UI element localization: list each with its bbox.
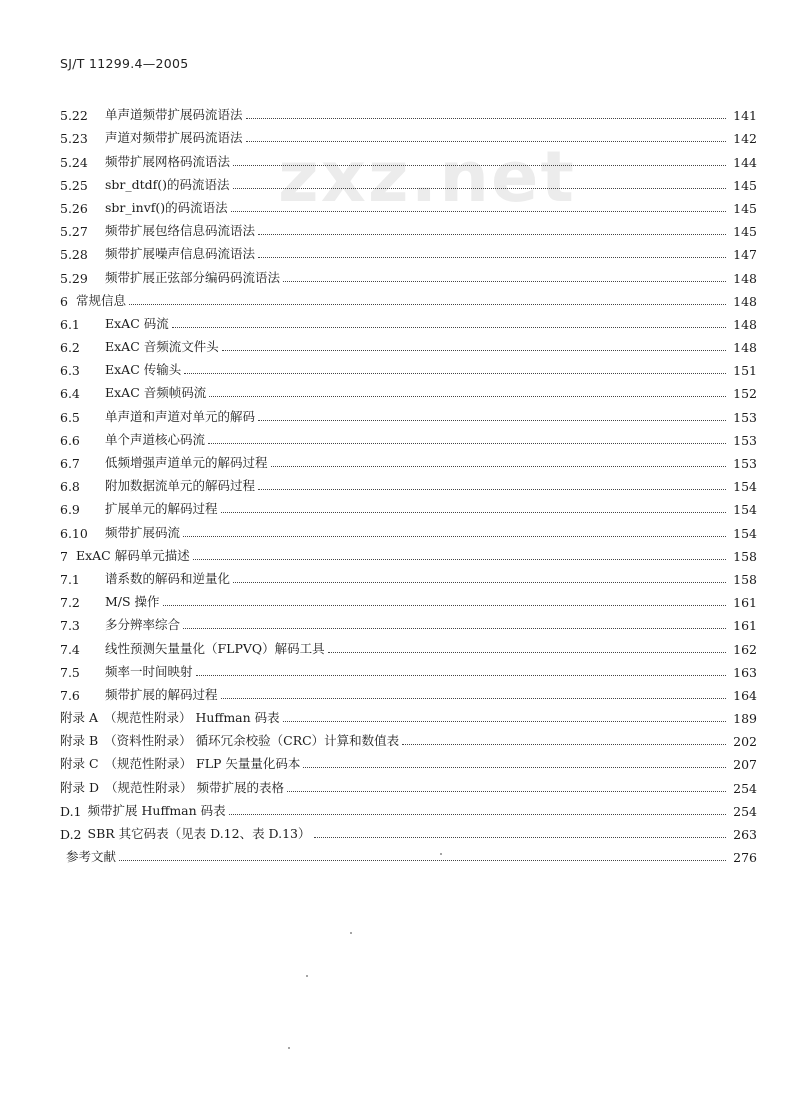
dot-leader xyxy=(328,652,726,653)
toc-entry-number: 6 xyxy=(60,293,68,309)
toc-entry xyxy=(60,216,757,239)
toc-entry-number: 附录 A xyxy=(60,710,99,726)
toc-entry-number: 6.9 xyxy=(60,502,80,518)
scan-speck xyxy=(440,853,442,855)
toc-entry xyxy=(60,100,757,123)
toc-entry xyxy=(60,517,757,540)
toc-entry-number: 7.1 xyxy=(60,571,80,587)
toc-entry-page: 145 xyxy=(733,224,757,240)
toc-entry xyxy=(60,332,757,355)
toc-entry xyxy=(60,309,757,332)
toc-entry-title: 频带扩展正弦部分编码码流语法 xyxy=(105,269,281,285)
dot-leader xyxy=(314,837,726,838)
toc-entry-page: 189 xyxy=(733,711,757,727)
toc-entry-page: 254 xyxy=(733,803,757,819)
toc-entry-number: D.1 xyxy=(60,803,82,819)
toc-entry-title: 频带扩展 Huffman 码表 xyxy=(87,802,226,818)
toc-entry-page: 141 xyxy=(733,108,757,124)
toc-entry-page: 164 xyxy=(733,687,757,703)
toc-entry-title: 多分辨率综合 xyxy=(105,617,181,633)
toc-entry xyxy=(60,564,757,587)
toc-entry-page: 202 xyxy=(733,734,757,750)
dot-leader xyxy=(172,327,726,328)
toc-entry-title: ExAC 音频流文件头 xyxy=(105,339,219,355)
toc-entry-title: 频带扩展包络信息码流语法 xyxy=(105,223,256,239)
toc-entry xyxy=(60,796,757,819)
toc-entry-title: 单声道频带扩展码流语法 xyxy=(105,107,243,123)
dot-leader xyxy=(258,257,726,258)
dot-leader xyxy=(196,675,726,676)
toc-entry-page: 153 xyxy=(733,456,757,471)
dot-leader xyxy=(183,628,726,629)
toc-entry-page: 158 xyxy=(733,548,757,564)
toc-entry-title: ExAC 码流 xyxy=(105,315,169,331)
toc-entry-number: 6.3 xyxy=(60,363,80,379)
toc-entry xyxy=(60,123,757,146)
toc-entry-page: 152 xyxy=(733,386,757,402)
toc-entry-page: 207 xyxy=(733,757,757,773)
toc-entry xyxy=(60,239,757,262)
dot-leader xyxy=(119,860,726,861)
toc-entry xyxy=(60,494,757,517)
toc-entry-title: 附加数据流单元的解码过程 xyxy=(105,478,256,494)
toc-entry-title: 参考文献 xyxy=(66,849,117,865)
dot-leader xyxy=(246,118,726,119)
scan-speck xyxy=(306,975,308,977)
toc-entry xyxy=(60,146,757,169)
toc-entry-title: 频带扩展的解码过程 xyxy=(105,686,218,702)
toc-entry-number: 6.5 xyxy=(60,409,80,425)
dot-leader xyxy=(258,234,726,235)
dot-leader xyxy=(231,211,726,212)
toc-entry-title: 单声道和声道对单元的解码 xyxy=(105,408,256,424)
toc-entry-title: ExAC 音频帧码流 xyxy=(105,385,207,401)
toc-entry-page: 161 xyxy=(733,595,757,611)
toc-entry-number: 附录 B xyxy=(60,733,99,749)
dot-leader xyxy=(208,443,726,444)
toc-entry xyxy=(60,262,757,285)
table-of-contents xyxy=(60,100,757,865)
toc-entry-number: 6.8 xyxy=(60,479,80,495)
toc-entry-page: 154 xyxy=(733,502,757,518)
toc-entry-page: 144 xyxy=(733,154,757,170)
document-header: SJ/T 11299.4—2005 xyxy=(60,56,189,71)
toc-entry-page: 163 xyxy=(733,664,757,680)
toc-entry-number: 5.22 xyxy=(60,108,88,124)
toc-entry-page: 148 xyxy=(733,316,757,332)
scan-speck xyxy=(288,1047,290,1049)
toc-entry-page: 148 xyxy=(733,293,757,309)
dot-leader xyxy=(258,489,726,490)
toc-entry xyxy=(60,772,757,795)
toc-entry-page: 161 xyxy=(733,618,757,634)
toc-entry xyxy=(60,587,757,610)
toc-entry-number: 5.24 xyxy=(60,154,88,170)
toc-entry-number: 7.3 xyxy=(60,618,80,634)
toc-entry-title: 常规信息 xyxy=(75,292,126,308)
toc-entry-number: 6.2 xyxy=(60,340,80,356)
toc-entry-number: 6.6 xyxy=(60,432,80,448)
toc-entry-title: 频率一时间映射 xyxy=(105,663,193,679)
dot-leader xyxy=(193,559,726,560)
toc-entry-page: 153 xyxy=(733,432,757,448)
toc-entry-page: 148 xyxy=(733,340,757,356)
toc-entry-title: ExAC 解码单元描述 xyxy=(75,547,190,563)
toc-entry-title: 声道对频带扩展码流语法 xyxy=(105,130,243,146)
toc-entry xyxy=(60,471,757,494)
toc-entry-page: 153 xyxy=(733,409,757,425)
toc-entry xyxy=(60,355,757,378)
dot-leader xyxy=(221,698,726,699)
toc-entry-title: 频带扩展噪声信息码流语法 xyxy=(105,246,256,262)
toc-entry-page: 254 xyxy=(733,780,757,796)
toc-entry-number: 附录 D xyxy=(60,779,99,795)
toc-entry-title: 低频增强声道单元的解码过程 xyxy=(105,455,268,470)
dot-leader xyxy=(183,536,726,537)
toc-entry xyxy=(60,193,757,216)
toc-entry-title: 单个声道核心码流 xyxy=(105,431,206,447)
scan-speck xyxy=(350,932,352,934)
toc-entry xyxy=(60,610,757,633)
toc-entry xyxy=(60,633,757,656)
toc-entry-title: （规范性附录） 频带扩展的表格 xyxy=(105,779,284,795)
watermark: zxz.net xyxy=(278,136,576,218)
dot-leader xyxy=(402,744,726,745)
dot-leader xyxy=(222,350,726,351)
toc-entry-number: 5.25 xyxy=(60,177,88,193)
toc-entry xyxy=(60,378,757,401)
toc-entry-title: （规范性附录） Huffman 码表 xyxy=(104,710,280,726)
toc-entry-number: 7.2 xyxy=(60,595,80,611)
toc-entry-number: 5.28 xyxy=(60,247,88,263)
toc-entry-number: 6.10 xyxy=(60,525,88,541)
dot-leader xyxy=(271,466,726,467)
toc-entry xyxy=(60,657,757,680)
toc-entry xyxy=(60,425,757,448)
toc-entry-page: 147 xyxy=(733,247,757,263)
toc-entry-page: 154 xyxy=(733,525,757,541)
dot-leader xyxy=(283,281,726,282)
toc-entry-page: 162 xyxy=(733,641,757,657)
toc-entry xyxy=(60,448,757,471)
toc-entry-number: 6.4 xyxy=(60,386,80,402)
toc-entry-number: 5.26 xyxy=(60,200,88,216)
toc-entry xyxy=(60,726,757,749)
toc-entry-number: 6.1 xyxy=(60,316,80,332)
toc-entry-title: sbr_dtdf()的码流语法 xyxy=(105,176,230,192)
toc-entry-title: sbr_invf()的码流语法 xyxy=(105,199,228,215)
toc-entry xyxy=(60,401,757,424)
toc-entry-number: 7.6 xyxy=(60,687,80,703)
toc-entry xyxy=(60,842,757,865)
toc-entry-title: M/S 操作 xyxy=(105,594,160,610)
toc-entry xyxy=(60,286,757,309)
dot-leader xyxy=(258,420,726,421)
toc-entry-page: 145 xyxy=(733,177,757,193)
toc-entry-number: 7.4 xyxy=(60,641,80,657)
toc-entry xyxy=(60,541,757,564)
dot-leader xyxy=(129,304,726,305)
toc-entry-page: 145 xyxy=(733,200,757,216)
toc-entry-page: 142 xyxy=(733,131,757,147)
toc-entry-number: 5.27 xyxy=(60,224,88,240)
toc-entry xyxy=(60,749,757,772)
dot-leader xyxy=(163,605,726,606)
toc-entry xyxy=(60,819,757,842)
toc-entry-title: SBR 其它码表（见表 D.12、表 D.13） xyxy=(87,826,311,841)
toc-entry-number: D.2 xyxy=(60,827,82,842)
dot-leader xyxy=(233,582,726,583)
toc-entry-page: 276 xyxy=(733,850,757,866)
toc-entry-page: 263 xyxy=(733,827,757,842)
dot-leader xyxy=(246,141,726,142)
dot-leader xyxy=(184,373,726,374)
toc-entry-page: 148 xyxy=(733,270,757,286)
dot-leader xyxy=(303,767,726,768)
toc-entry-page: 154 xyxy=(733,479,757,495)
toc-entry-title: 频带扩展网格码流语法 xyxy=(105,153,231,169)
toc-entry-title: ExAC 传输头 xyxy=(105,362,182,378)
toc-entry xyxy=(60,170,757,193)
dot-leader xyxy=(229,814,726,815)
toc-entry-title: 谱系数的解码和逆量化 xyxy=(105,570,231,586)
toc-entry-number: 7 xyxy=(60,548,68,564)
toc-entry-page: 158 xyxy=(733,571,757,587)
dot-leader xyxy=(233,188,726,189)
dot-leader xyxy=(221,512,726,513)
toc-entry xyxy=(60,703,757,726)
toc-entry xyxy=(60,680,757,703)
dot-leader xyxy=(209,396,726,397)
toc-entry-title: 频带扩展码流 xyxy=(105,524,181,540)
toc-entry-title: （规范性附录） FLP 矢量量化码本 xyxy=(104,756,301,772)
toc-entry-number: 附录 C xyxy=(60,756,99,772)
toc-entry-page: 151 xyxy=(733,363,757,379)
toc-entry-title: 线性预测矢量量化（FLPVQ）解码工具 xyxy=(105,640,325,656)
dot-leader xyxy=(233,165,726,166)
dot-leader xyxy=(287,791,726,792)
dot-leader xyxy=(283,721,726,722)
toc-entry-number: 6.7 xyxy=(60,456,80,471)
toc-entry-title: （资料性附录） 循环冗余校验（CRC）计算和数值表 xyxy=(104,733,400,749)
toc-entry-number: 5.29 xyxy=(60,270,88,286)
toc-entry-number: 5.23 xyxy=(60,131,88,147)
toc-entry-number: 7.5 xyxy=(60,664,80,680)
toc-entry-title: 扩展单元的解码过程 xyxy=(105,501,218,517)
